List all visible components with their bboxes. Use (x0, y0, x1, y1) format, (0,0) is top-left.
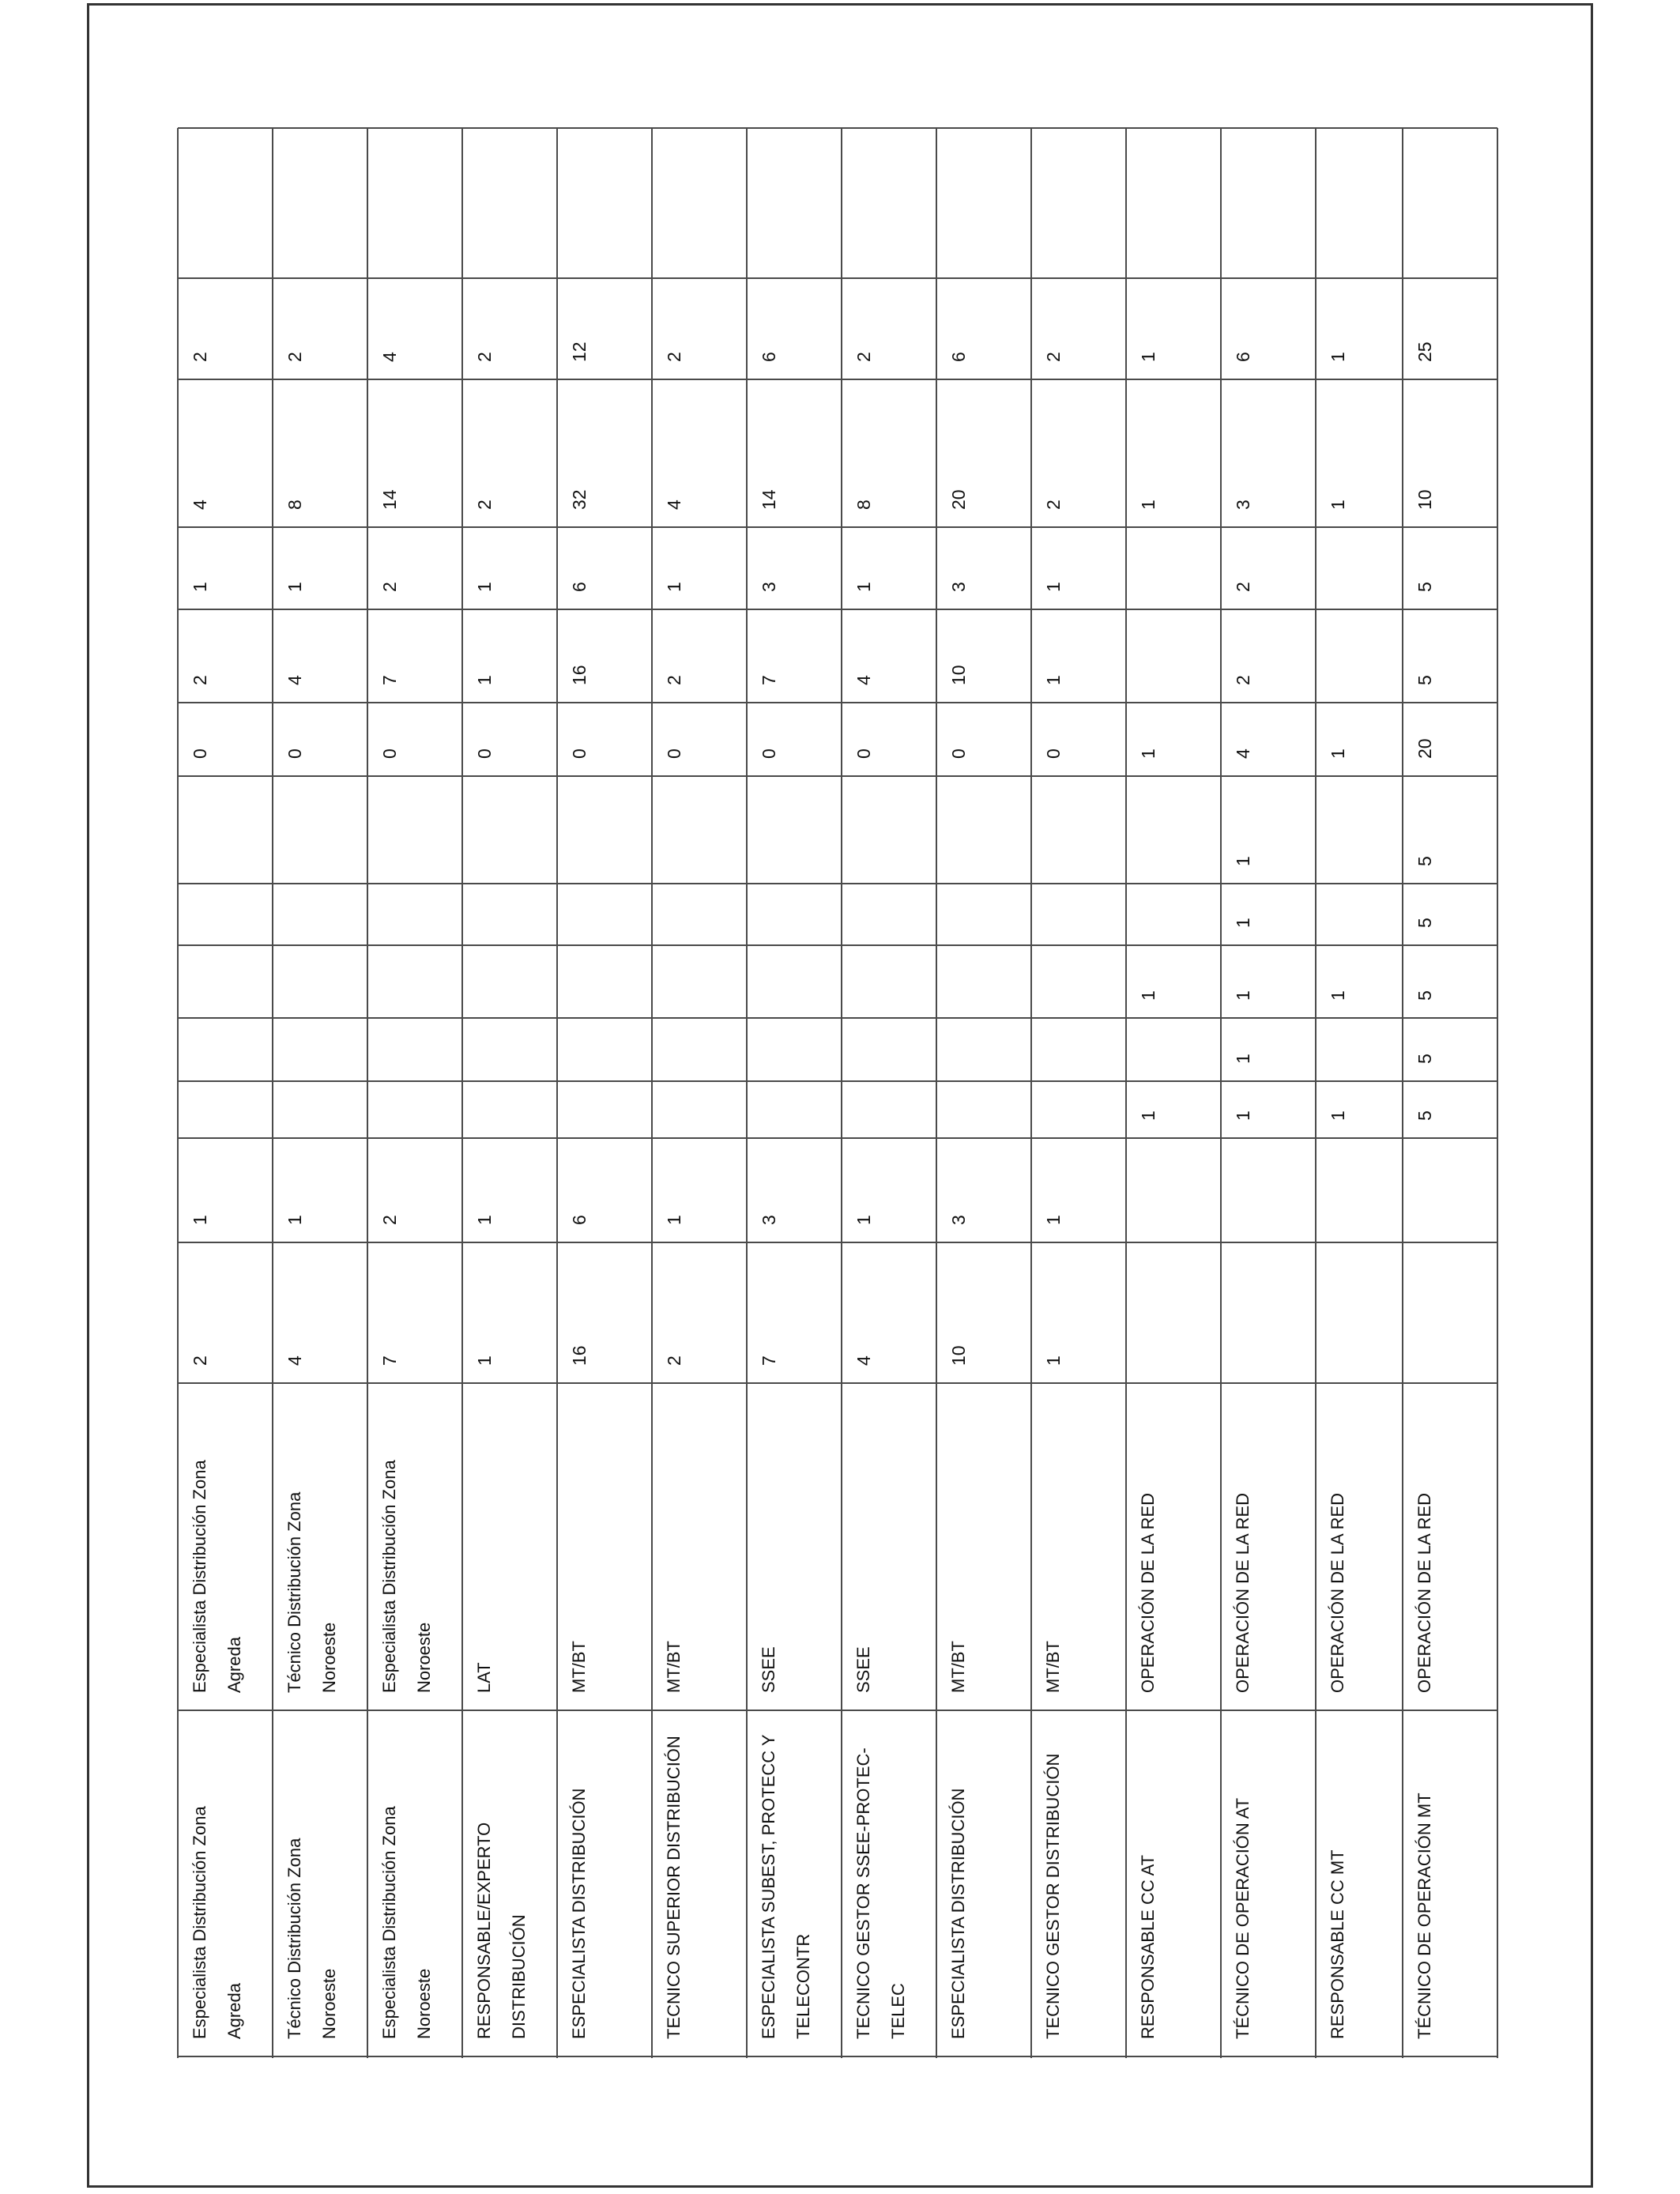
grid-line (178, 127, 1497, 129)
grid-line (556, 128, 558, 2058)
cell-text: Especialista Distribución Zona (379, 1460, 399, 1693)
grid-line (178, 526, 1497, 528)
cell-text: 2 (1233, 582, 1253, 592)
cell-text: Técnico Distribución Zona (284, 1491, 304, 1693)
cell-text: 2 (1233, 675, 1253, 685)
cell-text: 1 (1138, 352, 1158, 362)
cell-text: 7 (379, 675, 400, 685)
cell-text: 4 (1233, 748, 1253, 759)
cell-text: 1 (1328, 352, 1348, 362)
cell-text: 2 (474, 352, 495, 362)
cell-text: 1 (1328, 748, 1348, 759)
cell-text: 12 (569, 341, 590, 362)
grid-line (841, 128, 842, 2058)
grid-line (178, 1710, 1497, 1711)
cell-text: OPERACIÓN DE LA RED (1414, 1492, 1434, 1693)
cell-text: Noroeste (414, 1622, 434, 1693)
cell-text: TECNICO GESTOR SSEE-PROTEC- (853, 1747, 873, 2039)
grid-line (178, 1080, 1497, 1082)
cell-text: Noroeste (414, 1968, 434, 2039)
cell-text: ESPECIALISTA DISTRIBUCIÓN (569, 1788, 589, 2039)
cell-text: 2 (190, 675, 210, 685)
cell-text: 0 (853, 748, 874, 759)
cell-text: 2 (664, 1355, 684, 1366)
cell-text: RESPONSABLE CC MT (1328, 1849, 1347, 2039)
cell-text: Técnico Distribución Zona (284, 1838, 304, 2039)
cell-text: ESPECIALISTA DISTRIBUCIÓN (948, 1788, 968, 2039)
cell-text: 1 (474, 1215, 495, 1225)
cell-text: 20 (1414, 738, 1435, 759)
cell-text: 6 (759, 352, 779, 362)
cell-text: 5 (1414, 1054, 1435, 1064)
cell-text: 5 (1414, 918, 1435, 928)
grid-line (178, 702, 1497, 703)
grid-line (272, 128, 273, 2058)
cell-text: 1 (190, 1215, 210, 1225)
cell-text: MT/BT (1043, 1641, 1063, 1693)
cell-text: 2 (1043, 352, 1064, 362)
cell-text: 1 (1233, 856, 1253, 866)
grid-line (178, 883, 1497, 884)
cell-text: 2 (1043, 499, 1064, 510)
cell-text: 1 (1043, 1215, 1064, 1225)
cell-text: 1 (474, 582, 495, 592)
cell-text: 1 (1328, 499, 1348, 510)
grid-line (178, 1137, 1497, 1139)
cell-text: Noroeste (319, 1968, 339, 2039)
cell-text: 3 (1233, 499, 1253, 510)
cell-text: MT/BT (948, 1641, 968, 1693)
grid-line (178, 1242, 1497, 1243)
cell-text: 4 (190, 499, 210, 510)
grid-line (1030, 128, 1032, 2058)
cell-text: 0 (474, 748, 495, 759)
cell-text: 4 (284, 675, 305, 685)
cell-text: OPERACIÓN DE LA RED (1138, 1492, 1158, 1693)
cell-text: OPERACIÓN DE LA RED (1328, 1492, 1347, 1693)
cell-text: 2 (853, 352, 874, 362)
grid-line (461, 128, 463, 2058)
cell-text: 0 (948, 748, 969, 759)
cell-text: 0 (1043, 748, 1064, 759)
cell-text: 2 (190, 352, 210, 362)
cell-text: 1 (853, 1215, 874, 1225)
cell-text: 5 (1414, 582, 1435, 592)
cell-text: 7 (759, 675, 779, 685)
cell-text: Especialista Distribución Zona (190, 1460, 209, 1693)
cell-text: 1 (1138, 1110, 1158, 1121)
cell-text: 0 (284, 748, 305, 759)
cell-text: 4 (379, 352, 400, 362)
grid-line (178, 609, 1497, 610)
grid-line (178, 277, 1497, 279)
cell-text: 2 (284, 352, 305, 362)
cell-text: 1 (1043, 1355, 1064, 1366)
cell-text: 5 (1414, 1110, 1435, 1121)
grid-line (178, 944, 1497, 946)
cell-text: 1 (190, 582, 210, 592)
cell-text: Especialista Distribución Zona (190, 1806, 209, 2039)
cell-text: 0 (664, 748, 684, 759)
cell-text: 1 (1233, 1054, 1253, 1064)
cell-text: 16 (569, 665, 590, 685)
cell-text: 3 (759, 1215, 779, 1225)
cell-text: 1 (1233, 990, 1253, 1001)
cell-text: 6 (569, 1215, 590, 1225)
cell-text: 1 (664, 582, 684, 592)
grid-line (367, 128, 368, 2058)
cell-text: 3 (948, 1215, 969, 1225)
cell-text: 3 (759, 582, 779, 592)
cell-text: 7 (379, 1355, 400, 1366)
cell-text: ESPECIALISTA SUBEST, PROTECC Y (759, 1734, 778, 2039)
cell-text: 1 (1138, 748, 1158, 759)
grid-line (1315, 128, 1317, 2058)
cell-text: 10 (948, 665, 969, 685)
cell-text: OPERACIÓN DE LA RED (1233, 1492, 1252, 1693)
grid-line (178, 1382, 1497, 1384)
cell-text: 20 (948, 489, 969, 510)
cell-text: 8 (284, 499, 305, 510)
cell-text: 1 (1328, 990, 1348, 1001)
cell-text: MT/BT (664, 1641, 684, 1693)
cell-text: Noroeste (319, 1622, 339, 1693)
cell-text: 2 (379, 1215, 400, 1225)
cell-text: 16 (569, 1345, 590, 1366)
cell-text: RESPONSABLE/EXPERTO (474, 1822, 494, 2039)
grid-line (178, 379, 1497, 380)
cell-text: LAT (474, 1662, 494, 1693)
cell-text: RESPONSABLE CC AT (1138, 1854, 1158, 2039)
cell-text: TÉCNICO DE OPERACIÓN AT (1233, 1797, 1252, 2039)
grid-line (1220, 128, 1222, 2058)
cell-text: 6 (1233, 352, 1253, 362)
cell-text: 1 (1138, 499, 1158, 510)
grid-line (1497, 128, 1498, 2058)
grid-line (177, 128, 179, 2058)
grid-line (936, 128, 937, 2058)
cell-text: 0 (759, 748, 779, 759)
cell-text: 2 (664, 352, 684, 362)
cell-text: 1 (1233, 918, 1253, 928)
cell-text: TÉCNICO DE OPERACIÓN MT (1414, 1793, 1434, 2039)
cell-text: SSEE (759, 1646, 778, 1693)
grid-line (1402, 128, 1403, 2058)
cell-text: Especialista Distribución Zona (379, 1806, 399, 2039)
cell-text: 1 (1043, 582, 1064, 592)
cell-text: DISTRIBUCIÓN (509, 1914, 529, 2039)
cell-text: 5 (1414, 675, 1435, 685)
cell-text: 3 (948, 582, 969, 592)
cell-text: 4 (664, 499, 684, 510)
cell-text: SSEE (853, 1646, 873, 1693)
cell-text: 14 (759, 489, 779, 510)
cell-text: Agreda (224, 1637, 244, 1693)
cell-text: TECNICO SUPERIOR DISTRIBUCIÓN (664, 1736, 684, 2039)
cell-text: TELECONTR (793, 1933, 813, 2039)
cell-text: 1 (474, 1355, 495, 1366)
cell-text: 8 (853, 499, 874, 510)
cell-text: 4 (284, 1355, 305, 1366)
grid-line (178, 775, 1497, 777)
cell-text: 25 (1414, 341, 1435, 362)
cell-text: 4 (853, 1355, 874, 1366)
cell-text: 32 (569, 489, 590, 510)
staffing-table (178, 128, 1497, 2058)
cell-text: 1 (1138, 990, 1158, 1001)
cell-text: 10 (948, 1345, 969, 1366)
cell-text: 2 (379, 582, 400, 592)
cell-text: 1 (284, 582, 305, 592)
grid-line (178, 1017, 1497, 1019)
cell-text: 7 (759, 1355, 779, 1366)
cell-text: 1 (664, 1215, 684, 1225)
cell-text: 1 (284, 1215, 305, 1225)
cell-text: 1 (1233, 1110, 1253, 1121)
cell-text: 1 (474, 675, 495, 685)
cell-text: 6 (948, 352, 969, 362)
cell-text: 5 (1414, 990, 1435, 1001)
cell-text: 10 (1414, 489, 1435, 510)
cell-text: 14 (379, 489, 400, 510)
cell-text: Agreda (224, 1983, 244, 2039)
cell-text: 2 (474, 499, 495, 510)
grid-line (178, 2056, 1497, 2057)
grid-line (651, 128, 653, 2058)
cell-text: 1 (1043, 675, 1064, 685)
cell-text: 0 (379, 748, 400, 759)
cell-text: 2 (664, 675, 684, 685)
cell-text: 6 (569, 582, 590, 592)
cell-text: TECNICO GESTOR DISTRIBUCIÓN (1043, 1753, 1063, 2039)
grid-line (746, 128, 748, 2058)
grid-line (1125, 128, 1127, 2058)
cell-text: 1 (853, 582, 874, 592)
cell-text: 4 (853, 675, 874, 685)
cell-text: 5 (1414, 856, 1435, 866)
cell-text: TELEC (888, 1983, 908, 2039)
cell-text: 1 (1328, 1110, 1348, 1121)
cell-text: MT/BT (569, 1641, 589, 1693)
cell-text: 2 (190, 1355, 210, 1366)
cell-text: 0 (190, 748, 210, 759)
cell-text: 0 (569, 748, 590, 759)
